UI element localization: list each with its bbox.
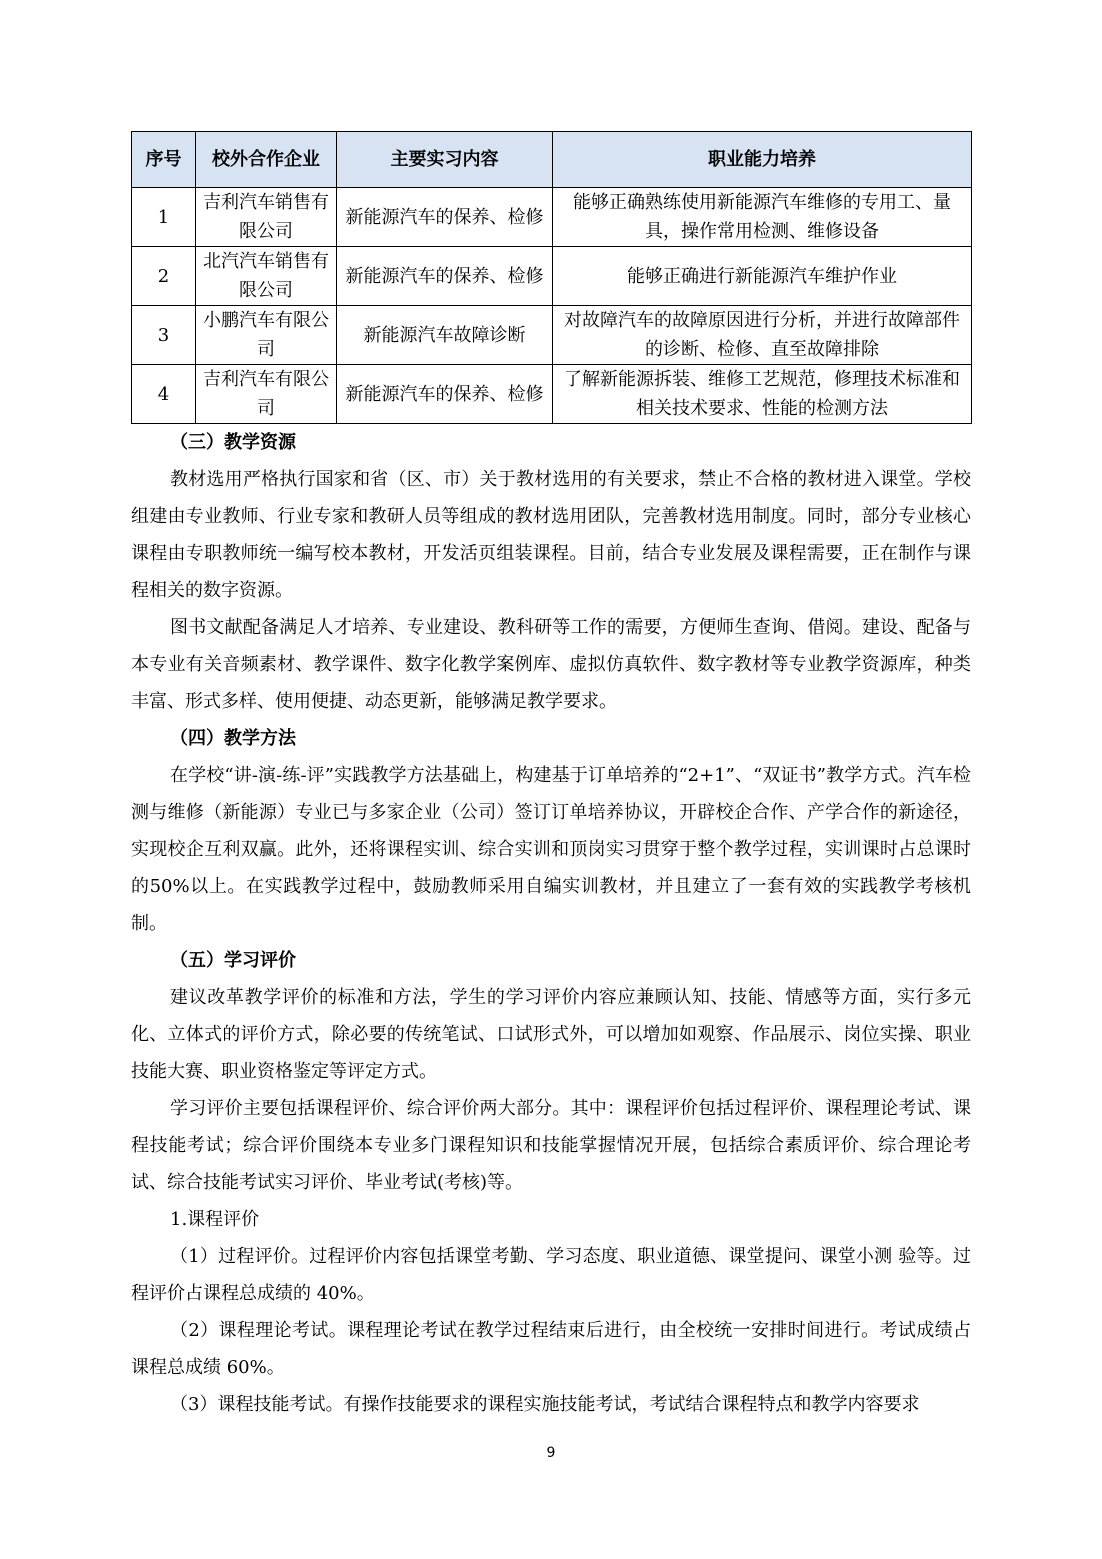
cell-content: 新能源汽车的保养、检修: [337, 188, 553, 247]
cell-content: 新能源汽车故障诊断: [337, 306, 553, 365]
header-index: 序号: [132, 132, 196, 188]
cell-enterprise: 小鹏汽车有限公司: [196, 306, 337, 365]
section-heading-evaluation: （五）学习评价: [170, 950, 296, 971]
paragraph: 建议改革教学评价的标准和方法，学生的学习评价内容应兼顾认知、技能、情感等方面，实行多元化、立体式的评价方式，除必要的传统笔试、口试形式外，可以增加如观察、作品展示、岗位实操、职业技能大赛、职业资格鉴定等评定方式。: [131, 987, 971, 1082]
paragraph: 图书文献配备满足人才培养、专业建设、教科研等工作的需要，方便师生查询、借阅。建设、配备与本专业有关音频素材、教学课件、数字化教学案例库、虚拟仿真软件、数字教材等专业教学资源库，种类丰富、形式多样、使用便捷、动态更新，能够满足教学要求。: [131, 617, 971, 712]
cell-index: 4: [132, 365, 196, 424]
cell-ability: 了解新能源拆装、维修工艺规范，修理技术标准和相关技术要求、性能的检测方法: [553, 365, 972, 424]
cell-ability: 能够正确熟练使用新能源汽车维修的专用工、量具，操作常用检测、维修设备: [553, 188, 972, 247]
list-item: （1）过程评价。过程评价内容包括课堂考勤、学习态度、职业道德、课堂提问、课堂小测 验等。过程评价占课程总成绩的 40%。: [131, 1246, 971, 1304]
cell-ability: 对故障汽车的故障原因进行分析，并进行故障部件的诊断、检修、直至故障排除: [553, 306, 972, 365]
paragraph: 在学校“讲-演-练-评”实践教学方法基础上，构建基于订单培养的“2+1”、“双证书”教学方式。汽车检测与维修（新能源）专业已与多家企业（公司）签订订单培养协议，开辟校企合作、产学合作的新途径，实现校企互利双赢。此外，还将课程实训、综合实训和顶岗实习贯穿于整个教学过程，实训课时占总课时的50%以上。在实践教学过程中，鼓励教师采用自编实训教材，并且建立了一套有效的实践教学考核机制。: [131, 765, 971, 934]
table-row: [132, 365, 972, 424]
cell-enterprise: 吉利汽车销售有限公司: [196, 188, 337, 247]
cell-enterprise: 吉利汽车有限公司: [196, 365, 337, 424]
page-number: 9: [546, 1445, 556, 1461]
paragraph: 教材选用严格执行国家和省（区、市）关于教材选用的有关要求，禁止不合格的教材进入课堂。学校组建由专业教师、行业专家和教研人员等组成的教材选用团队，完善教材选用制度。同时，部分专业核心课程由专职教师统一编写校本教材，开发活页组装课程。目前，结合专业发展及课程需要，正在制作与课程相关的数字资源。: [131, 469, 971, 601]
list-item: （3）课程技能考试。有操作技能要求的课程实施技能考试，考试结合课程特点和教学内容要求: [170, 1394, 920, 1415]
table-row: [132, 247, 972, 306]
cell-content: 新能源汽车的保养、检修: [337, 365, 553, 424]
cell-ability: 能够正确进行新能源汽车维护作业: [553, 247, 972, 306]
table-header-row: [132, 132, 972, 188]
header-ability: 职业能力培养: [553, 132, 972, 188]
section-heading-resources: （三）教学资源: [170, 432, 296, 453]
table-row: [132, 306, 972, 365]
cell-index: 1: [132, 188, 196, 247]
cell-index: 3: [132, 306, 196, 365]
document-page: [131, 131, 971, 1423]
cell-index: 2: [132, 247, 196, 306]
cell-enterprise: 北汽汽车销售有限公司: [196, 247, 337, 306]
table-row: [132, 188, 972, 247]
enterprise-table: [131, 131, 972, 424]
subheading-course-evaluation: 1.课程评价: [170, 1209, 260, 1230]
header-enterprise: 校外合作企业: [196, 132, 337, 188]
paragraph: 学习评价主要包括课程评价、综合评价两大部分。其中：课程评价包括过程评价、课程理论考试、课程技能考试；综合评价围绕本专业多门课程知识和技能掌握情况开展，包括综合素质评价、综合理论考试、综合技能考试实习评价、毕业考试(考核)等。: [131, 1098, 971, 1193]
list-item: （2）课程理论考试。课程理论考试在教学过程结束后进行，由全校统一安排时间进行。考试成绩占课程总成绩 60%。: [131, 1320, 971, 1378]
section-heading-methods: （四）教学方法: [170, 728, 296, 749]
cell-content: 新能源汽车的保养、检修: [337, 247, 553, 306]
header-content: 主要实习内容: [337, 132, 553, 188]
